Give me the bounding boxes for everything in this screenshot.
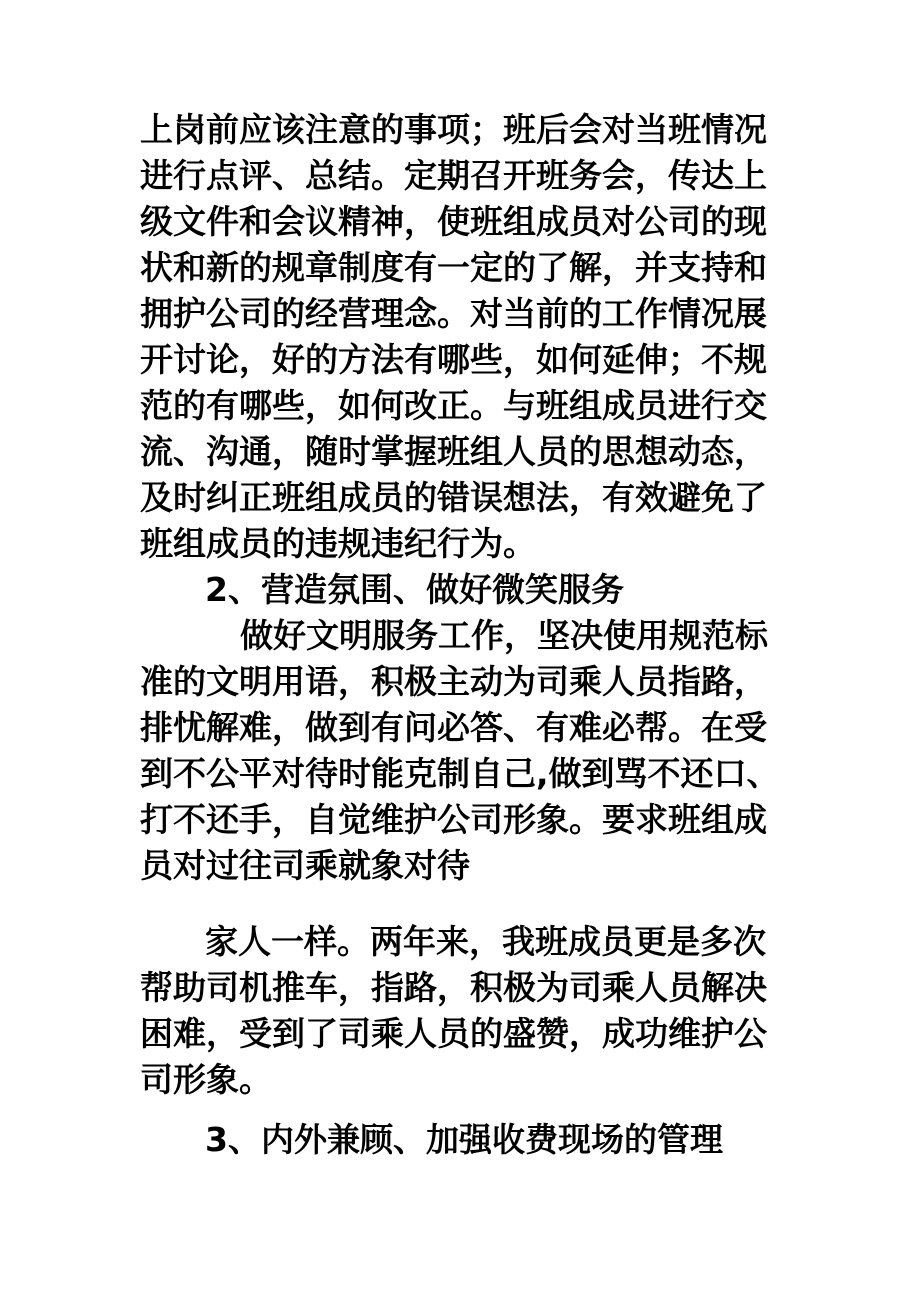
section-heading-3: 3、内外兼顾、加强收费现场的管理 [205,1120,723,1159]
body-text-line: 家人一样。两年来，我班成员更是多次 [205,922,766,961]
body-text-line: 做好文明服务工作，坚决使用规范标 [240,616,768,655]
body-text-line: 流、沟通，随时掌握班组人员的思想动态， [140,432,767,471]
body-text-line: 班组成员的违规违纪行为。 [140,524,536,563]
body-text-line: 范的有哪些，如何改正。与班组成员进行交 [140,386,767,425]
body-text-line: 状和新的规章制度有一定的了解，并支持和 [140,248,767,287]
body-text-line: 帮助司机推车，指路，积极为司乘人员解决 [140,968,767,1007]
section-heading-2: 2、营造氛围、做好微笑服务 [205,570,624,609]
body-text-line: 困难，受到了司乘人员的盛赞，成功维护公 [140,1014,767,1053]
body-text-line: 准的文明用语，积极主动为司乘人员指路， [140,662,767,701]
body-text-line: 及时纠正班组成员的错误想法，有效避免了 [140,478,767,517]
body-text-line: 级文件和会议精神，使班组成员对公司的现 [140,202,767,241]
body-text-line: 开讨论，好的方法有哪些，如何延伸；不规 [140,340,767,379]
body-text-line: 拥护公司的经营理念。对当前的工作情况展 [140,294,767,333]
body-text-line: 打不还手，自觉维护公司形象。要求班组成 [140,800,767,839]
body-text-line: 进行点评、总结。定期召开班务会，传达上 [140,156,767,195]
body-text-line: 员对过往司乘就象对待 [140,846,470,885]
body-text-line: 司形象。 [140,1060,272,1099]
body-text-line: 到不公平对待时能克制自己,做到骂不还口、 [140,754,780,793]
body-text-line: 排忧解难，做到有问必答、有难必帮。在受 [140,708,767,747]
body-text-line: 上岗前应该注意的事项；班后会对当班情况 [140,110,767,149]
